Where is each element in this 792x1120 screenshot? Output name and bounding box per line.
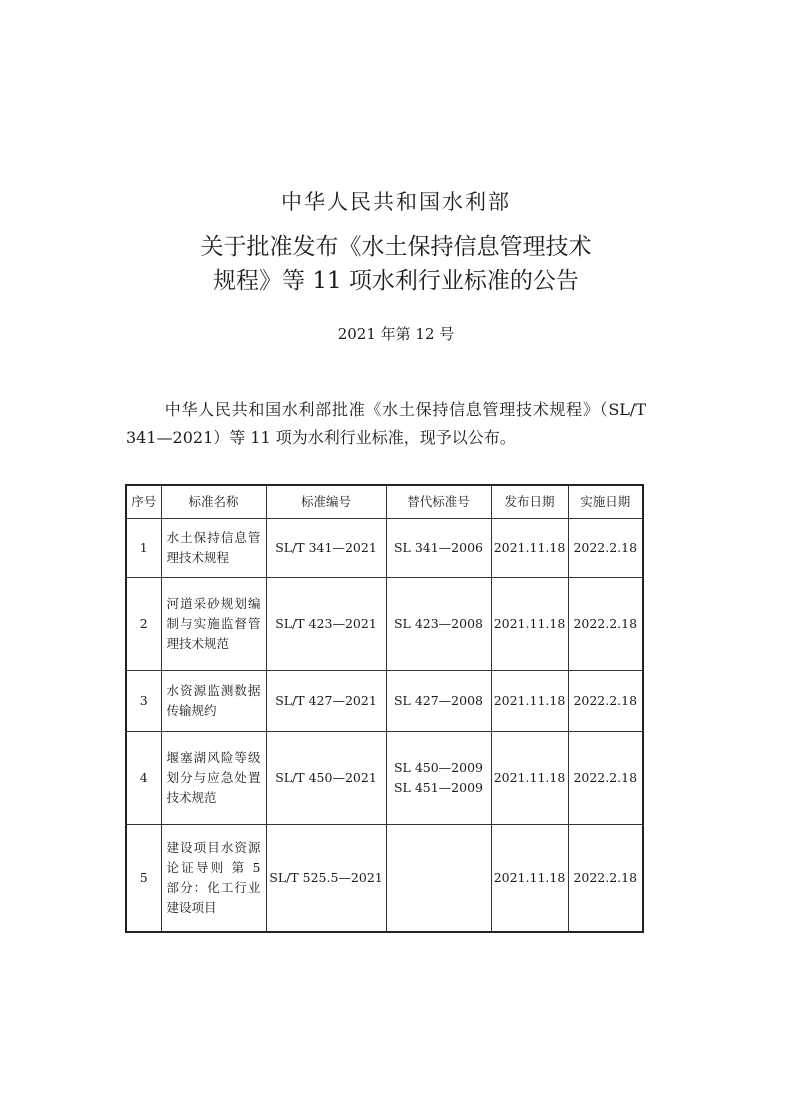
cell-effective: 2022.2.18 [568,519,643,578]
document-number: 2021 年第 12 号 [337,325,455,343]
cell-name: 水资源监测数据传输规约 [161,671,266,732]
header-cell-no: 序号 [126,485,161,519]
header-cell-effective: 实施日期 [568,485,643,519]
cell-code: SL/T 341—2021 [266,519,386,578]
ministry-name: 中华人民共和国水利部 [281,190,511,214]
replaces-line: SL 341—2006 [393,540,483,555]
cell-issued: 2021.11.18 [491,825,568,933]
cell-issued: 2021.11.18 [491,732,568,825]
cell-no: 2 [126,578,161,671]
table-row [126,578,643,671]
replaces-line: SL 450—2009 [393,760,483,775]
table-row [126,519,643,578]
cell-name: 堰塞湖风险等级划分与应急处置技术规范 [161,732,266,825]
cell-code: SL/T 450—2021 [266,732,386,825]
cell-no: 5 [126,825,161,933]
cell-issued: 2021.11.18 [491,671,568,732]
cell-no: 4 [126,732,161,825]
cell-effective: 2022.2.18 [568,732,643,825]
cell-effective: 2022.2.18 [568,578,643,671]
cell-replaces [386,578,491,671]
cell-name: 河道采砂规划编制与实施监督管理技术规范 [161,578,266,671]
cell-issued: 2021.11.18 [491,578,568,671]
cell-no: 1 [126,519,161,578]
cell-replaces [386,732,491,825]
replaces-line: SL 423—2008 [393,616,483,631]
table-header-row [126,485,643,519]
replaces-line: SL 427—2008 [393,693,483,708]
title-line-1: 关于批准发布《水土保持信息管理技术 [200,234,592,260]
replaces-line-2: SL 451—2009 [393,780,483,795]
cell-effective: 2022.2.18 [568,671,643,732]
cell-replaces [386,825,491,933]
table-row [126,671,643,732]
cell-issued: 2021.11.18 [491,519,568,578]
announcement-paragraph [126,396,646,452]
table-row [126,825,643,933]
title-line-2: 规程》等 11 项水利行业标准的公告 [213,268,579,294]
cell-no: 3 [126,671,161,732]
announcement-title [0,230,792,298]
cell-code: SL/T 423—2021 [266,578,386,671]
header-cell-code: 标准编号 [266,485,386,519]
header-cell-replaces: 替代标准号 [386,485,491,519]
table-row [126,732,643,825]
header-cell-issued: 发布日期 [491,485,568,519]
cell-code: SL/T 525.5—2021 [266,825,386,933]
cell-code: SL/T 427—2021 [266,671,386,732]
paragraph-text: 中华人民共和国水利部批准《水土保持信息管理技术规程》（SL/T 341—2021）等 11 项为水利行业标准，现予以公布。 [126,400,646,447]
header-cell-name: 标准名称 [161,485,266,519]
cell-replaces [386,519,491,578]
cell-name: 水土保持信息管理技术规程 [161,519,266,578]
cell-name: 建设项目水资源论证导则 第 5 部分：化工行业建设项目 [161,825,266,933]
standards-table [125,484,644,933]
cell-replaces [386,671,491,732]
cell-effective: 2022.2.18 [568,825,643,933]
